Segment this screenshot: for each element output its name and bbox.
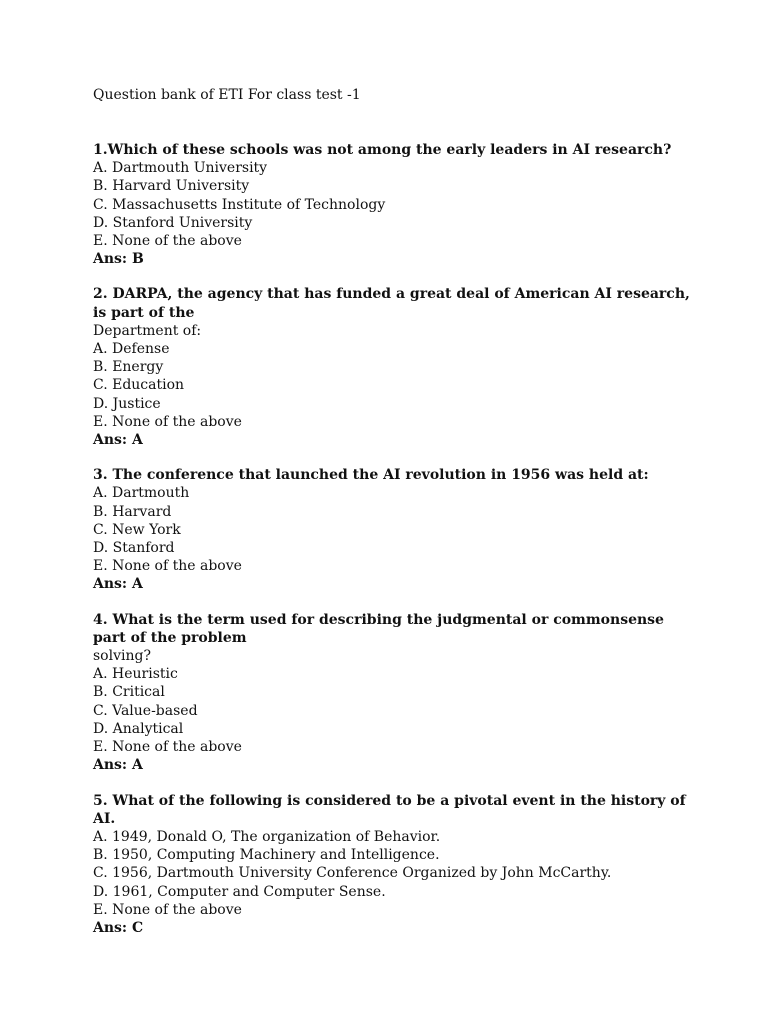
option-a: A. Dartmouth University	[93, 160, 268, 177]
question-1	[93, 141, 693, 268]
question-2	[93, 285, 693, 449]
option-c: C. Massachusetts Institute of Technology	[93, 196, 386, 213]
option-b: B. Harvard University	[93, 178, 250, 195]
option-b: B. Harvard	[93, 503, 172, 520]
answer: Ans: C	[93, 919, 144, 936]
question-text: 5. What of the following is considered to be a pivotal event in the history of AI.	[93, 792, 686, 827]
option-c: C. 1956, Dartmouth University Conference Organized by John McCarthy.	[93, 865, 612, 882]
question-text: 1.Which of these schools was not among the early leaders in AI research?	[93, 142, 672, 158]
option-c: C. Value-based	[93, 702, 198, 719]
option-d: D. Justice	[93, 395, 161, 412]
option-e: E. None of the above	[93, 413, 242, 430]
answer: Ans: B	[93, 251, 144, 268]
option-b: B. Critical	[93, 684, 165, 701]
question-text: 3. The conference that launched the AI revolution in 1956 was held at:	[93, 467, 649, 484]
answer: Ans: A	[93, 757, 143, 774]
question-continuation: solving?	[93, 648, 151, 665]
option-e: E. None of the above	[93, 233, 242, 250]
option-e: E. None of the above	[93, 739, 242, 756]
option-d: D. 1961, Computer and Computer Sense.	[93, 883, 386, 900]
option-e: E. None of the above	[93, 901, 242, 918]
option-b: B. Energy	[93, 359, 164, 376]
question-4	[93, 611, 693, 775]
option-d: D. Stanford University	[93, 214, 253, 231]
option-a: A. Defense	[93, 341, 170, 358]
option-c: C. New York	[93, 521, 181, 538]
answer: Ans: A	[93, 432, 143, 449]
question-5	[93, 792, 693, 938]
option-c: C. Education	[93, 377, 185, 394]
document-title: Question bank of ETI For class test -1	[93, 87, 361, 103]
question-3	[93, 466, 693, 593]
option-a: A. Dartmouth	[93, 485, 190, 502]
question-text: 2. DARPA, the agency that has funded a great deal of American AI research, is part of the	[93, 286, 690, 321]
option-e: E. None of the above	[93, 558, 242, 575]
question-text: 4. What is the term used for describing the judgmental or commonsense part of the problem	[93, 611, 664, 646]
answer: Ans: A	[93, 576, 143, 593]
option-d: D. Analytical	[93, 720, 184, 737]
option-a: A. Heuristic	[93, 666, 178, 683]
document-page	[93, 85, 693, 954]
option-b: B. 1950, Computing Machinery and Intelligence.	[93, 847, 440, 864]
question-continuation: Department of:	[93, 322, 202, 339]
option-a: A. 1949, Donald O, The organization of Behavior.	[93, 828, 441, 845]
option-d: D. Stanford	[93, 540, 175, 557]
